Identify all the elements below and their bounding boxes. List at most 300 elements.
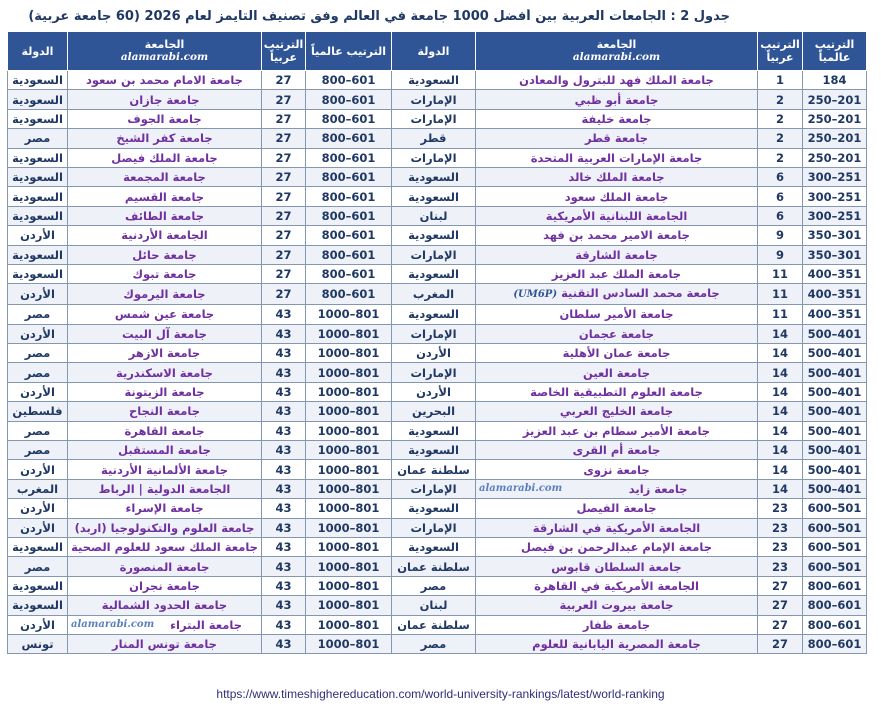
country-text: سلطنة عمان bbox=[397, 559, 470, 574]
country-cell bbox=[392, 363, 476, 382]
header-row bbox=[8, 32, 867, 71]
arab-rank-cell-2 bbox=[262, 479, 306, 498]
world-rank-cell bbox=[803, 109, 867, 128]
country-text: الإمارات bbox=[410, 365, 457, 380]
arab-rank-cell bbox=[758, 167, 803, 186]
arab-rank-cell bbox=[758, 576, 803, 595]
university-text-2: جامعة الألمانية الأردنية bbox=[100, 462, 229, 477]
arab-rank-cell bbox=[758, 206, 803, 225]
country-cell bbox=[392, 479, 476, 498]
university-cell bbox=[476, 382, 758, 401]
world-rank-text-2: 801–1000 bbox=[317, 501, 380, 516]
arab-rank-cell bbox=[758, 615, 803, 634]
country-text-2: السعودية bbox=[12, 540, 63, 555]
university-text: جامعة الملك سعود bbox=[564, 189, 669, 204]
university-text-2: جامعة الطائف bbox=[125, 208, 204, 223]
university-cell-2 bbox=[68, 148, 262, 167]
arab-rank-cell-2 bbox=[262, 518, 306, 537]
arab-rank-text: 14 bbox=[771, 385, 788, 400]
table-row bbox=[8, 187, 867, 206]
university-cell bbox=[476, 499, 758, 518]
university-cell-2 bbox=[68, 284, 262, 305]
university-text: جامعة عمان الأهلية bbox=[562, 346, 671, 361]
country-cell-2 bbox=[8, 576, 68, 595]
world-rank-cell-2 bbox=[306, 363, 392, 382]
university-text-2: جامعة الامام محمد بن سعود bbox=[86, 73, 243, 88]
country-cell bbox=[392, 634, 476, 653]
university-text: جامعة المصرية اليابانية للعلوم bbox=[532, 637, 701, 652]
arab-rank-text: 11 bbox=[771, 267, 788, 282]
world-rank-text: 501–600 bbox=[807, 540, 862, 555]
university-cell bbox=[476, 226, 758, 245]
header-university-2 bbox=[68, 32, 262, 71]
arab-rank-cell-2 bbox=[262, 284, 306, 305]
arab-rank-cell bbox=[758, 226, 803, 245]
university-cell-2 bbox=[68, 537, 262, 556]
arab-rank-cell-2 bbox=[262, 344, 306, 363]
header-world-rank-2: الترتيب عالمياً bbox=[306, 32, 392, 71]
arab-rank-cell bbox=[758, 245, 803, 264]
world-rank-cell-2 bbox=[306, 305, 392, 324]
country-text-2: المغرب bbox=[16, 482, 59, 496]
university-cell bbox=[476, 634, 758, 653]
arab-rank-text: 27 bbox=[771, 637, 788, 652]
world-rank-cell bbox=[803, 402, 867, 421]
world-rank-text: 401–500 bbox=[807, 423, 862, 438]
university-text: جامعة الإمام عبدالرحمن بن فيصل bbox=[520, 540, 713, 555]
country-cell bbox=[392, 167, 476, 186]
country-cell bbox=[392, 576, 476, 595]
header-arab-rank: الترتيب عربياً bbox=[758, 32, 803, 71]
country-text-2: الأردن bbox=[20, 326, 55, 341]
world-rank-cell-2 bbox=[306, 109, 392, 128]
university-text-2: جامعة عين شمس bbox=[114, 307, 215, 322]
world-rank-cell-2 bbox=[306, 382, 392, 401]
university-cell bbox=[476, 460, 758, 479]
university-cell-2 bbox=[68, 634, 262, 653]
country-cell-2 bbox=[8, 109, 68, 128]
country-text-2: الأردن bbox=[20, 501, 55, 516]
arab-rank-cell-2 bbox=[262, 167, 306, 186]
country-text-2: السعودية bbox=[12, 150, 63, 165]
world-rank-cell-2 bbox=[306, 129, 392, 148]
world-rank-text-2: 601–800 bbox=[321, 170, 376, 185]
arab-rank-text: 9 bbox=[775, 247, 784, 262]
country-cell-2 bbox=[8, 460, 68, 479]
arab-rank-cell bbox=[758, 441, 803, 460]
country-text-2: الأردن bbox=[20, 462, 55, 477]
country-cell-2 bbox=[8, 537, 68, 556]
arab-rank-text-2: 27 bbox=[275, 170, 292, 185]
arab-rank-text-2: 43 bbox=[275, 559, 292, 574]
country-cell-2 bbox=[8, 421, 68, 440]
world-rank-text-2: 601–800 bbox=[321, 208, 376, 223]
arab-rank-cell-2 bbox=[262, 615, 306, 634]
world-rank-cell bbox=[803, 596, 867, 615]
university-cell-2 bbox=[68, 576, 262, 595]
world-rank-text: 184 bbox=[822, 73, 847, 88]
world-rank-cell-2 bbox=[306, 441, 392, 460]
world-rank-cell bbox=[803, 382, 867, 401]
world-rank-cell bbox=[803, 460, 867, 479]
university-text: جامعة خليفة bbox=[581, 111, 652, 126]
university-cell bbox=[476, 576, 758, 595]
country-text: لبنان bbox=[419, 598, 448, 613]
arab-rank-cell-2 bbox=[262, 460, 306, 479]
world-rank-cell-2 bbox=[306, 537, 392, 556]
world-rank-cell-2 bbox=[306, 518, 392, 537]
country-text-2: تونس bbox=[21, 637, 54, 652]
world-rank-cell bbox=[803, 90, 867, 109]
world-rank-cell bbox=[803, 245, 867, 264]
world-rank-cell bbox=[803, 284, 867, 305]
country-cell-2 bbox=[8, 187, 68, 206]
university-text: الجامعة الأمريكية في الشارقة bbox=[532, 520, 701, 535]
world-rank-text-2: 801–1000 bbox=[317, 617, 380, 632]
country-cell-2 bbox=[8, 324, 68, 343]
country-cell-2 bbox=[8, 382, 68, 401]
university-text-2: جامعة المجمعة bbox=[123, 170, 206, 185]
arab-rank-cell-2 bbox=[262, 226, 306, 245]
world-rank-cell-2 bbox=[306, 421, 392, 440]
university-cell-2 bbox=[68, 264, 262, 283]
arab-rank-cell bbox=[758, 557, 803, 576]
university-text: جامعة الملك عبد العزيز bbox=[551, 267, 682, 282]
arab-rank-text: 1 bbox=[775, 73, 784, 88]
world-rank-cell-2 bbox=[306, 284, 392, 305]
country-text: السعودية bbox=[408, 228, 459, 243]
world-rank-text: 501–600 bbox=[807, 501, 862, 516]
country-cell-2 bbox=[8, 557, 68, 576]
university-cell-2 bbox=[68, 615, 262, 634]
arab-rank-text: 27 bbox=[771, 598, 788, 613]
table-caption: جدول 2 : الجامعات العربية بين أفضل 1000 جامعة في العالم وفق تصنيف التايمز لعام 2026 (60 جامعة عربية) bbox=[28, 9, 730, 24]
table-row bbox=[8, 129, 867, 148]
university-cell bbox=[476, 596, 758, 615]
world-rank-text-2: 601–800 bbox=[321, 189, 376, 204]
arab-rank-cell bbox=[758, 284, 803, 305]
country-cell bbox=[392, 596, 476, 615]
arab-rank-text: 23 bbox=[771, 540, 788, 555]
arab-rank-cell-2 bbox=[262, 382, 306, 401]
country-cell bbox=[392, 441, 476, 460]
university-cell-2 bbox=[68, 421, 262, 440]
university-text-2: جامعة المنصورة bbox=[119, 559, 210, 574]
world-rank-cell bbox=[803, 324, 867, 343]
arab-rank-cell-2 bbox=[262, 537, 306, 556]
university-cell bbox=[476, 187, 758, 206]
country-cell bbox=[392, 324, 476, 343]
arab-rank-cell-2 bbox=[262, 206, 306, 225]
arab-rank-text: 27 bbox=[771, 617, 788, 632]
arab-rank-text-2: 43 bbox=[275, 307, 292, 322]
table-row bbox=[8, 576, 867, 595]
university-cell bbox=[476, 245, 758, 264]
arab-rank-cell bbox=[758, 421, 803, 440]
arab-rank-text-2: 27 bbox=[275, 131, 292, 146]
arab-rank-cell bbox=[758, 305, 803, 324]
arab-rank-text-2: 27 bbox=[275, 73, 292, 88]
arab-rank-cell-2 bbox=[262, 109, 306, 128]
country-text: سلطنة عمان bbox=[397, 462, 470, 477]
country-cell bbox=[392, 421, 476, 440]
country-text: الإمارات bbox=[410, 92, 457, 107]
university-cell bbox=[476, 402, 758, 421]
table-row bbox=[8, 305, 867, 324]
arab-rank-text: 2 bbox=[775, 131, 784, 146]
arab-rank-text-2: 43 bbox=[275, 598, 292, 613]
country-cell bbox=[392, 90, 476, 109]
country-cell bbox=[392, 518, 476, 537]
country-text-2: الأردن bbox=[20, 520, 55, 535]
arab-rank-cell-2 bbox=[262, 305, 306, 324]
country-text: الإمارات bbox=[410, 111, 457, 126]
world-rank-cell-2 bbox=[306, 596, 392, 615]
country-text: السعودية bbox=[408, 443, 459, 458]
country-text: الإمارات bbox=[410, 150, 457, 165]
university-cell bbox=[476, 615, 758, 634]
university-text: جامعة الأمير سلطان bbox=[559, 307, 674, 322]
table-row bbox=[8, 479, 867, 498]
university-text: جامعة أم القرى bbox=[572, 443, 661, 458]
world-rank-text: 251–300 bbox=[807, 170, 862, 185]
university-cell bbox=[476, 284, 758, 305]
table-row bbox=[8, 441, 867, 460]
world-rank-text: 301–350 bbox=[807, 247, 862, 262]
country-cell-2 bbox=[8, 363, 68, 382]
table-row bbox=[8, 421, 867, 440]
world-rank-cell-2 bbox=[306, 634, 392, 653]
world-rank-text: 351–400 bbox=[807, 307, 862, 322]
arab-rank-cell bbox=[758, 344, 803, 363]
university-text: جامعة قطر bbox=[584, 131, 649, 146]
world-rank-cell bbox=[803, 479, 867, 498]
university-text-2: جامعة الاسكندرية bbox=[116, 365, 213, 380]
university-cell bbox=[476, 479, 758, 498]
university-cell-2 bbox=[68, 245, 262, 264]
university-text: جامعة الإمارات العربية المتحدة bbox=[530, 150, 703, 165]
arab-rank-cell bbox=[758, 109, 803, 128]
university-cell-2 bbox=[68, 441, 262, 460]
table-row bbox=[8, 363, 867, 382]
country-text-2: السعودية bbox=[12, 170, 63, 185]
table-row bbox=[8, 71, 867, 90]
world-rank-cell bbox=[803, 71, 867, 90]
world-rank-cell-2 bbox=[306, 557, 392, 576]
country-text-2: مصر bbox=[24, 307, 51, 322]
university-text-2: جامعة كفر الشيخ bbox=[116, 131, 213, 146]
arab-rank-cell bbox=[758, 479, 803, 498]
world-rank-text-2: 801–1000 bbox=[317, 326, 380, 341]
arab-rank-text-2: 43 bbox=[275, 482, 292, 496]
arab-rank-text: 23 bbox=[771, 520, 788, 535]
university-cell bbox=[476, 557, 758, 576]
arab-rank-text: 14 bbox=[771, 482, 788, 496]
arab-rank-text-2: 43 bbox=[275, 462, 292, 477]
country-cell bbox=[392, 148, 476, 167]
table-row bbox=[8, 634, 867, 653]
country-text-2: فلسطين bbox=[12, 404, 63, 419]
country-cell-2 bbox=[8, 344, 68, 363]
world-rank-text: 351–400 bbox=[807, 287, 862, 302]
arab-rank-text: 6 bbox=[775, 208, 784, 223]
university-text-2: الجامعة الدولية | الرباط bbox=[98, 482, 231, 496]
world-rank-text: 251–300 bbox=[807, 208, 862, 223]
header-university-label: الجامعة bbox=[596, 38, 637, 51]
university-text-2: جامعة الملك فيصل bbox=[111, 150, 218, 165]
arab-rank-cell-2 bbox=[262, 71, 306, 90]
arab-rank-cell bbox=[758, 634, 803, 653]
arab-rank-text: 14 bbox=[771, 423, 788, 438]
country-cell-2 bbox=[8, 499, 68, 518]
university-cell bbox=[476, 109, 758, 128]
table-row bbox=[8, 557, 867, 576]
arab-rank-text-2: 27 bbox=[275, 208, 292, 223]
university-text-2: جامعة تونس المنار bbox=[112, 637, 217, 652]
country-text-2: مصر bbox=[24, 559, 51, 574]
world-rank-cell-2 bbox=[306, 206, 392, 225]
university-cell-2 bbox=[68, 344, 262, 363]
table-row bbox=[8, 167, 867, 186]
world-rank-text-2: 801–1000 bbox=[317, 559, 380, 574]
university-text-2: جامعة البتراء bbox=[170, 617, 242, 632]
table-row bbox=[8, 344, 867, 363]
university-cell bbox=[476, 148, 758, 167]
country-text-2: مصر bbox=[24, 443, 51, 458]
world-rank-cell-2 bbox=[306, 90, 392, 109]
table-row bbox=[8, 206, 867, 225]
table-row bbox=[8, 537, 867, 556]
arab-rank-text: 14 bbox=[771, 346, 788, 361]
arab-rank-text: 6 bbox=[775, 170, 784, 185]
university-text-2: جامعة آل البيت bbox=[122, 326, 207, 341]
world-rank-text-2: 801–1000 bbox=[317, 520, 380, 535]
arab-rank-text-2: 27 bbox=[275, 189, 292, 204]
university-text: جامعة أبو ظبي bbox=[574, 92, 659, 107]
country-cell-2 bbox=[8, 206, 68, 225]
arab-rank-text: 14 bbox=[771, 443, 788, 458]
arab-rank-cell-2 bbox=[262, 576, 306, 595]
arab-rank-cell bbox=[758, 129, 803, 148]
world-rank-text-2: 601–800 bbox=[321, 150, 376, 165]
arab-rank-cell-2 bbox=[262, 557, 306, 576]
country-cell bbox=[392, 344, 476, 363]
arab-rank-text-2: 43 bbox=[275, 501, 292, 516]
country-cell-2 bbox=[8, 90, 68, 109]
arab-rank-text: 2 bbox=[775, 150, 784, 165]
arab-rank-cell bbox=[758, 71, 803, 90]
university-cell bbox=[476, 344, 758, 363]
header-university-label-2: الجامعة bbox=[144, 38, 185, 51]
world-rank-text: 401–500 bbox=[807, 462, 862, 477]
arab-rank-cell bbox=[758, 264, 803, 283]
country-text-2: الأردن bbox=[20, 617, 55, 632]
world-rank-cell bbox=[803, 557, 867, 576]
country-text-2: مصر bbox=[24, 131, 51, 146]
world-rank-cell-2 bbox=[306, 187, 392, 206]
world-rank-cell-2 bbox=[306, 324, 392, 343]
world-rank-text-2: 601–800 bbox=[321, 73, 376, 88]
country-text: البحرين bbox=[411, 404, 456, 419]
university-cell-2 bbox=[68, 324, 262, 343]
university-text-2: جامعة المستقبل bbox=[118, 443, 211, 458]
table-row bbox=[8, 402, 867, 421]
table-row bbox=[8, 90, 867, 109]
watermark-text: alamarabi.com bbox=[479, 483, 563, 494]
university-text-2: جامعة القسيم bbox=[124, 189, 205, 204]
arab-rank-text-2: 27 bbox=[275, 247, 292, 262]
table-row bbox=[8, 518, 867, 537]
arab-rank-text: 11 bbox=[771, 287, 788, 302]
world-rank-cell bbox=[803, 305, 867, 324]
country-cell bbox=[392, 557, 476, 576]
university-cell-2 bbox=[68, 479, 262, 498]
university-text-2: جامعة حائل bbox=[132, 247, 197, 262]
world-rank-cell bbox=[803, 441, 867, 460]
world-rank-text-2: 801–1000 bbox=[317, 307, 380, 322]
arab-rank-text-2: 27 bbox=[275, 267, 292, 282]
university-cell-2 bbox=[68, 402, 262, 421]
university-cell-2 bbox=[68, 71, 262, 90]
university-cell-2 bbox=[68, 382, 262, 401]
arab-rank-cell-2 bbox=[262, 402, 306, 421]
university-cell bbox=[476, 167, 758, 186]
world-rank-cell-2 bbox=[306, 167, 392, 186]
arab-rank-text-2: 43 bbox=[275, 578, 292, 593]
world-rank-text-2: 801–1000 bbox=[317, 385, 380, 400]
world-rank-cell bbox=[803, 226, 867, 245]
header-country: الدولة bbox=[392, 32, 476, 71]
university-cell-2 bbox=[68, 206, 262, 225]
arab-rank-cell bbox=[758, 460, 803, 479]
university-cell-2 bbox=[68, 167, 262, 186]
university-text-2: جامعة الازهر bbox=[128, 346, 201, 361]
world-rank-cell bbox=[803, 576, 867, 595]
world-rank-cell bbox=[803, 167, 867, 186]
arab-rank-cell bbox=[758, 324, 803, 343]
university-text-2: جامعة تبوك bbox=[132, 267, 197, 282]
country-cell-2 bbox=[8, 402, 68, 421]
university-cell bbox=[476, 363, 758, 382]
country-text-2: السعودية bbox=[12, 247, 63, 262]
country-text: السعودية bbox=[408, 307, 459, 322]
world-rank-cell bbox=[803, 537, 867, 556]
university-cell bbox=[476, 518, 758, 537]
world-rank-text-2: 601–800 bbox=[321, 92, 376, 107]
university-text-2: جامعة النجاح bbox=[128, 404, 201, 419]
university-cell bbox=[476, 537, 758, 556]
country-text-2: السعودية bbox=[12, 267, 63, 282]
university-text: جامعة السلطان قابوس bbox=[551, 559, 682, 574]
university-text-2: جامعة نجران bbox=[129, 578, 200, 593]
university-text: جامعة الملك فهد للبترول والمعادن bbox=[519, 73, 714, 88]
country-text: السعودية bbox=[408, 540, 459, 555]
country-cell-2 bbox=[8, 479, 68, 498]
country-cell bbox=[392, 264, 476, 283]
country-text-2: الأردن bbox=[20, 228, 55, 243]
world-rank-text: 201–250 bbox=[807, 92, 862, 107]
country-text: السعودية bbox=[408, 267, 459, 282]
arab-rank-cell-2 bbox=[262, 596, 306, 615]
world-rank-cell-2 bbox=[306, 71, 392, 90]
country-text-2: السعودية bbox=[12, 73, 63, 88]
world-rank-text: 201–250 bbox=[807, 131, 862, 146]
header-watermark: alamarabi.com bbox=[572, 51, 661, 63]
world-rank-cell-2 bbox=[306, 499, 392, 518]
university-cell bbox=[476, 305, 758, 324]
country-cell-2 bbox=[8, 264, 68, 283]
university-cell bbox=[476, 324, 758, 343]
